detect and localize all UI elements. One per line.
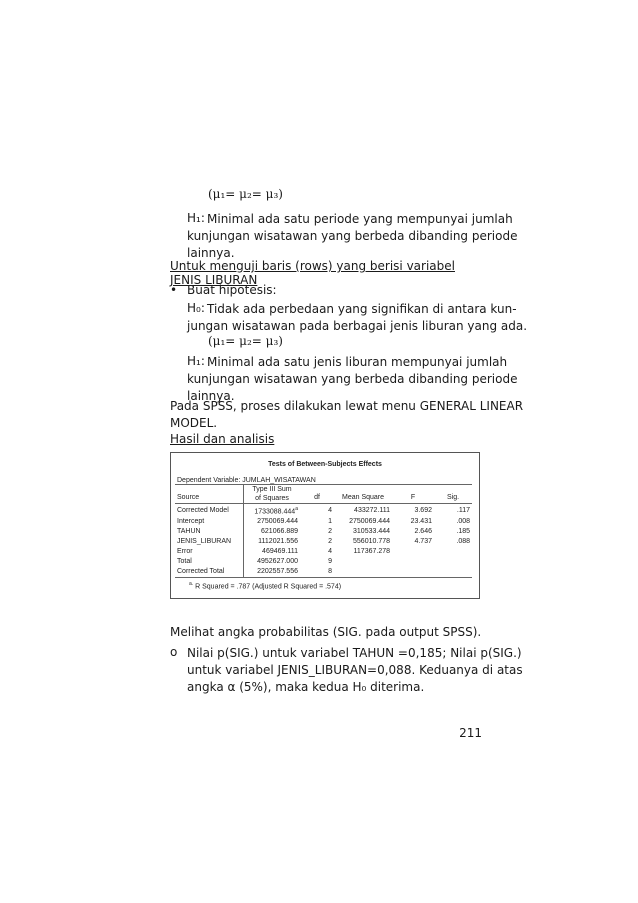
cell-f [392,557,434,567]
cell-f: 23.431 [410,518,432,526]
cell-f [392,567,434,578]
cell-df: 4 [328,548,332,556]
cell-ss: 2202557.556 [244,567,301,578]
table-row [175,527,472,537]
cell-ms: 556010.778 [353,538,390,546]
cell-source: Total [175,557,244,567]
hyp1-equation: (μ₁= μ₂= μ₃) [208,187,283,201]
cell-df: 8 [300,567,334,578]
table-row [175,557,472,567]
cell-source: Corrected Total [175,567,244,578]
cell-ss: 1112021.556 [258,538,298,546]
cell-f: 2.646 [414,528,432,536]
cell-sig [434,547,472,557]
bullet-icon: • [170,283,178,297]
hyp2-h0-line: Tidak ada perbedaan yang signifikan di antara kun- [207,302,517,316]
col-header-ss-line1: Type III Sum [252,486,292,493]
hyp1-h1-label: H₁: [187,211,205,225]
cell-sig [434,567,472,578]
cell-f: 4.737 [414,538,432,546]
conclusion-text [187,645,523,696]
cell-source: TAHUN [175,527,244,537]
spss-paragraph [170,398,524,432]
table-row [175,537,472,547]
col-header-ss [244,485,301,504]
cell-ss [244,504,301,518]
cell-df: 2 [328,528,332,536]
col-header-ss-line2: of Squares [255,495,289,502]
spss-footnote [189,581,341,590]
col-header-f: F [392,485,434,504]
cell-f: 3.692 [414,506,432,514]
table-row [175,504,472,518]
spss-table [175,484,472,578]
hyp2-h1-line: Minimal ada satu jenis liburan mempunyai jumlah [207,355,508,369]
hyp2-h0-label: H₀: [187,301,205,315]
spss-footnote-text: R Squared = .787 (Adjusted R Squared = .574) [195,583,342,591]
bullet-text: Buat hipotesis: [187,283,277,297]
cell-ss: 4952627.000 [257,558,298,566]
cell-df: 2 [328,538,332,546]
cell-ss: 2750069.444 [257,518,298,526]
cell-ms: 433272.111 [354,506,390,514]
cell-source: Intercept [175,517,244,527]
conclusion-line: Nilai p(SIG.) untuk variabel TAHUN =0,185; Nilai p(SIG.) [187,646,522,660]
cell-source: JENIS_LIBURAN [175,537,244,547]
cell-sig: .008 [456,518,470,526]
page-number: 211 [459,726,482,740]
spss-dependent-variable: Dependent Variable: JUMLAH_WISATAWAN [177,477,316,484]
cell-ms: 310533.444 [353,528,390,536]
table-row [175,567,472,578]
hyp1-h1-text [187,211,518,262]
section-heading-results: Hasil dan analisis [170,432,275,446]
cell-source: Error [175,547,244,557]
col-header-df: df [300,485,334,504]
cell-ms [334,557,392,567]
cell-f [392,547,434,557]
cell-ss: 621066.889 [261,528,298,536]
cell-sig: .088 [456,538,470,546]
spss-title: Tests of Between-Subjects Effects [268,461,382,468]
cell-df: 4 [328,506,332,514]
cell-ms [334,567,392,578]
list-marker-icon: o [170,645,178,659]
col-header-ms: Mean Square [334,485,392,504]
hyp2-h1-line: kunjungan wisatawan yang berbeda dibanding periode [187,372,518,386]
hyp1-h1-line: Minimal ada satu periode yang mempunyai jumlah [207,212,513,226]
cell-ss-footnote-mark: a [295,506,298,512]
conclusion-line: angka α (5%), maka kedua H₀ diterima. [187,680,425,694]
cell-sig: .185 [456,528,470,536]
spss-paragraph-line: Pada SPSS, proses dilakukan lewat menu GENERAL LINEAR [170,399,524,413]
hyp1-h1-line: lainnya. [187,246,235,260]
hyp2-h1-line: lainnya. [187,389,235,403]
cell-ms: 2750069.444 [349,518,390,526]
spss-paragraph-line: MODEL. [170,416,218,430]
col-header-source: Source [175,485,244,504]
cell-sig [434,557,472,567]
conclusion-line: untuk variabel JENIS_LIBURAN=0,088. Keduanya di atas [187,663,523,677]
spss-output-box [170,452,480,599]
table-row [175,547,472,557]
hyp2-h0-line: jungan wisatawan pada berbagai jenis liburan yang ada. [187,319,528,333]
hyp2-h1-label: H₁: [187,354,205,368]
cell-source: Corrected Model [175,504,244,518]
hyp2-h0-text [187,301,528,335]
conclusion-intro: Melihat angka probabilitas (SIG. pada output SPSS). [170,625,482,639]
col-header-sig: Sig. [434,485,472,504]
section-heading-rows: Untuk menguji baris (rows) yang berisi variabel JENIS LIBURAN [170,259,455,287]
cell-sig: .117 [456,506,470,514]
cell-ss-value: 1733088.444 [254,508,296,516]
spss-footnote-mark: a. [189,581,194,587]
cell-ss: 469469.111 [262,548,298,556]
hyp2-equation: (μ₁= μ₂= μ₃) [208,334,283,348]
cell-ms: 117367.278 [353,548,390,556]
cell-df: 1 [328,518,332,526]
hyp1-h1-line: kunjungan wisatawan yang berbeda dibanding periode [187,229,518,243]
table-row [175,517,472,527]
spss-header-row [175,485,472,504]
cell-df: 9 [328,558,332,566]
